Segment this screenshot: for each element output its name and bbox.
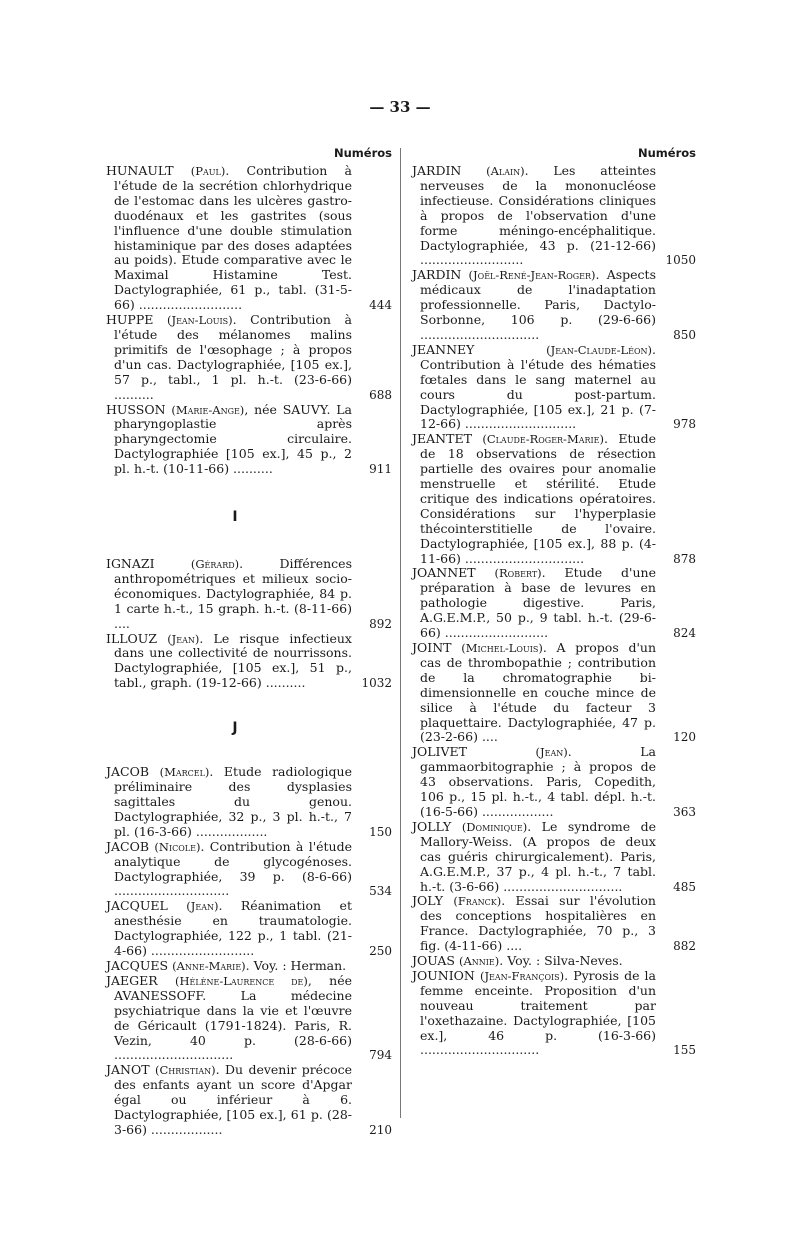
- entry-first: (Jean): [186, 899, 219, 914]
- entry-number: 485: [673, 879, 696, 894]
- entry-first: (Joël-René-Jean-Roger): [468, 268, 596, 283]
- entry-text: . La gammaorbitographie ; à propos de 43 observations. Paris, Copedith, 106 p., 15 pl. h.-t., 4 tabl. dépl. h.-t. (16-5-66) ..................: [420, 744, 656, 819]
- index-entry: [106, 959, 390, 974]
- index-entry: [106, 1063, 390, 1138]
- entry-number: 1032: [361, 676, 392, 691]
- section-letter: J: [232, 720, 238, 737]
- entry-first: (Anne-Marie): [172, 958, 246, 973]
- entry-first: (Gérard): [190, 557, 240, 572]
- entry-name: HUNAULT: [106, 163, 174, 178]
- entry-first: (Marie-Ange): [171, 402, 245, 417]
- index-entry: [106, 974, 390, 1063]
- entry-name: ILLOUZ: [106, 630, 158, 646]
- entry-name: JACOB: [106, 838, 150, 854]
- index-entry: [412, 432, 694, 566]
- entry-name: JOLIVET: [412, 744, 467, 760]
- index-entry: [412, 566, 694, 641]
- index-entry: [412, 894, 694, 954]
- entry-first: (Nicole): [154, 839, 201, 854]
- entry-first: (Jean): [535, 745, 568, 760]
- section-letter: I: [232, 509, 238, 526]
- entry-number: 1050: [665, 253, 696, 268]
- entry-name: JOANNET: [412, 565, 476, 581]
- entry-text: . Contribution à l'étude analytique de glycogénoses. Dactylographiée, 39 p. (8-6-66) .............................: [114, 838, 352, 899]
- entry-text: . Contribution à l'étude des hématies fœtales dans le sang maternel au cours du post-partum. Dactylographiée, [105 ex.], 21 p. (7-12-66) ............................: [420, 341, 656, 432]
- entry-first: (Marcel): [159, 765, 210, 780]
- entry-first: (Dominique): [461, 819, 528, 834]
- entry-name: JOLY: [412, 893, 444, 909]
- entry-name: HUPPE: [106, 312, 154, 328]
- entry-text: . Les atteintes nerveuses de la mononucléose infectieuse. Considérations cliniques à propos de l'observation d'une forme méningo-encéphalitique. Dactylographiée, 43 p. (21-12-66) ..........................: [420, 163, 656, 268]
- entry-name: JACQUES: [106, 957, 169, 973]
- column-header-right: Numéros: [637, 146, 696, 160]
- right-entries: [412, 164, 694, 1058]
- column-divider: [400, 148, 401, 1118]
- index-entry: [412, 745, 694, 820]
- entry-name: JACOB: [106, 764, 150, 780]
- entry-name: JANOT: [106, 1062, 150, 1078]
- entry-number: 688: [369, 387, 392, 402]
- entry-name: JACQUEL: [106, 898, 168, 914]
- entry-text: . Pyrosis de la femme enceinte. Proposition d'un nouveau traitement par l'oxethazaine. Dactylographiée, [105 ex.], 46 p. (16-3-66) ..............................: [420, 967, 657, 1058]
- entry-first: (Robert): [494, 566, 542, 581]
- entry-text: . Du devenir précoce des enfants ayant un score d'Apgar égal ou inférieur à 6. Dactylographiée, [105 ex.], 61 p. (28-3-66) ..................: [114, 1062, 352, 1137]
- page-number: — 33 —: [369, 98, 431, 116]
- index-entry: [412, 343, 694, 432]
- entry-text: , née AVANESSOFF. La médecine psychiatrique dans la vie et l'œuvre de Géricault (1791-1824). Paris, R. Vezin, 40 p. (28-6-66) ..............................: [114, 972, 352, 1063]
- entry-number: 120: [673, 730, 696, 745]
- entry-first: (Franck): [453, 894, 502, 909]
- entry-number: 878: [673, 551, 696, 566]
- index-entry: [106, 632, 390, 692]
- entry-text: . Essai sur l'évolution des conceptions hospitalières en France. Dactylographiée, 70 p., 3 fig. (4-11-66) ....: [420, 893, 656, 954]
- entry-name: JOUNION: [412, 967, 475, 983]
- index-entry: [412, 641, 694, 745]
- entry-number: 250: [369, 944, 392, 959]
- entry-name: JARDIN: [412, 267, 462, 283]
- entry-first: (Jean-Claude-Léon): [546, 342, 653, 357]
- entry-text: . Aspects médicaux de l'inadaptation professionnelle. Paris, Dactylo-Sorbonne, 106 p. (29-6-66) ..............................: [420, 267, 656, 342]
- entry-number: 534: [369, 884, 392, 899]
- column-header-left: Numéros: [333, 146, 392, 160]
- index-entry: [106, 403, 390, 478]
- entry-first: (Jean-François): [479, 968, 565, 983]
- entry-number: 978: [673, 417, 696, 432]
- index-entry: [106, 840, 390, 900]
- index-entry: [412, 164, 694, 268]
- entry-first: (Hélène-Laurence de): [174, 973, 308, 988]
- entry-number: 210: [369, 1122, 392, 1137]
- index-entry: [412, 268, 694, 343]
- index-entry: [412, 969, 694, 1058]
- index-entry: [106, 313, 390, 402]
- entry-number: 150: [369, 824, 392, 839]
- entry-text: . Etude de 18 observations de résection partielle des ovaires pour anomalie menstruelle et stérilité. Etude critique des indications opératoires. Considérations sur l'hyperplasie thécointerstitielle de l'ovaire. Dactylographiée, [105 ex.], 88 p. (4-11-66) ..............................: [420, 431, 656, 566]
- entry-first: (Claude-Roger-Marie): [482, 432, 605, 447]
- entry-name: JEANTET: [412, 431, 472, 447]
- entry-number: 911: [369, 462, 392, 477]
- entry-name: JOINT: [412, 640, 452, 655]
- index-entry: [106, 765, 390, 840]
- entry-text: . Le syndrome de Mallory-Weiss. (A propos de deux cas guéris chirurgicalement). Paris, A.G.E.M.P., 37 p., 4 pl. h.-t., 7 tabl. h.-t. (3-6-66) ..............................: [420, 818, 656, 894]
- entry-number: 155: [673, 1043, 696, 1058]
- index-entry: [412, 820, 694, 895]
- entry-first: (Jean): [167, 631, 200, 646]
- entry-text: . Contribution à l'étude des mélanomes malins primitifs de l'œsophage ; à propos d'un cas. Dactylographiée, [105 ex.], 57 p., tabl., 1 pl. h.-t. (23-6-66) ..........: [114, 312, 352, 402]
- entry-text: . Contribution à l'étude de la secrétion chlorhydrique de l'estomac dans les ulcères gastro-duodénaux et les gastrites (sous l'influence d'une double stimulation histaminique par des doses adaptées au poids). Etude comparative avec le Maximal Histamine Test. Dactylographiée, 61 p., tabl. (31-5-66) ..........................: [114, 163, 352, 313]
- entry-name: JAEGER: [106, 972, 158, 988]
- entry-number: 794: [369, 1048, 392, 1063]
- entry-text: . Différences anthropométriques et milieux socio-économiques. Dactylographiée, 84 p. 1 carte h.-t., 15 graph. h.-t. (8-11-66) ....: [114, 556, 352, 631]
- entry-text: . Etude d'une préparation à base de levures en pathologie digestive. Paris, A.G.E.M.P., 50 p., 9 tabl. h.-t. (29-6-66) ..........................: [420, 565, 656, 641]
- entry-name: IGNAZI: [106, 556, 155, 572]
- entry-name: JARDIN: [412, 163, 462, 178]
- entry-number: 363: [673, 804, 696, 819]
- entry-first: (Jean-Louis): [166, 313, 233, 328]
- entry-text: , née SAUVY. La pharyngoplastie après pharyngectomie circulaire. Dactylographiée [105 ex.], 45 p., 2 pl. h.-t. (10-11-66) ..........: [114, 401, 352, 477]
- entry-first: (Paul): [190, 164, 226, 178]
- entry-first: (Michel-Louis): [461, 641, 543, 655]
- entry-name: JEANNEY: [412, 341, 475, 357]
- entry-first: (Alain): [486, 164, 525, 178]
- entry-first: (Annie): [458, 954, 500, 969]
- index-entry: [106, 899, 390, 959]
- left-entries: [106, 164, 390, 1138]
- entry-first: (Christian): [154, 1063, 216, 1078]
- entry-text: . Etude radiologique préliminaire des dysplasies sagittales du genou. Dactylographiée, 32 p., 3 pl. h.-t., 7 pl. (16-3-66) ..................: [114, 764, 352, 839]
- entry-name: JOLLY: [412, 818, 452, 834]
- entry-name: HUSSON: [106, 401, 166, 417]
- index-entry: [412, 954, 694, 969]
- entry-name: JOUAS: [412, 953, 455, 969]
- index-entry: [106, 164, 390, 313]
- entry-text: . Réanimation et anesthésie en traumatologie. Dactylographiée, 122 p., 1 tabl. (21-4-66) ..........................: [114, 898, 352, 959]
- entry-number: 892: [369, 616, 392, 631]
- entry-text: . Voy. : Herman.: [245, 957, 347, 973]
- index-entry: [106, 557, 390, 632]
- entry-number: 824: [673, 626, 696, 641]
- entry-text: . A propos d'un cas de thrombopathie ; contribution de la chromatographie bi-dimensionnelle en couche mince de silice à l'étude du facteur 3 plaquettaire. Dactylographiée, 47 p. (23-2-66) ....: [420, 640, 656, 745]
- entry-number: 444: [369, 298, 392, 313]
- entry-number: 882: [673, 939, 696, 954]
- entry-text: . Le risque infectieux dans une collectivité de nourrissons. Dactylographiée, [105 ex.], 51 p., tabl., graph. (19-12-66) ..........: [114, 630, 352, 691]
- entry-text: . Voy. : Silva-Neves.: [499, 953, 623, 969]
- entry-number: 850: [673, 327, 696, 342]
